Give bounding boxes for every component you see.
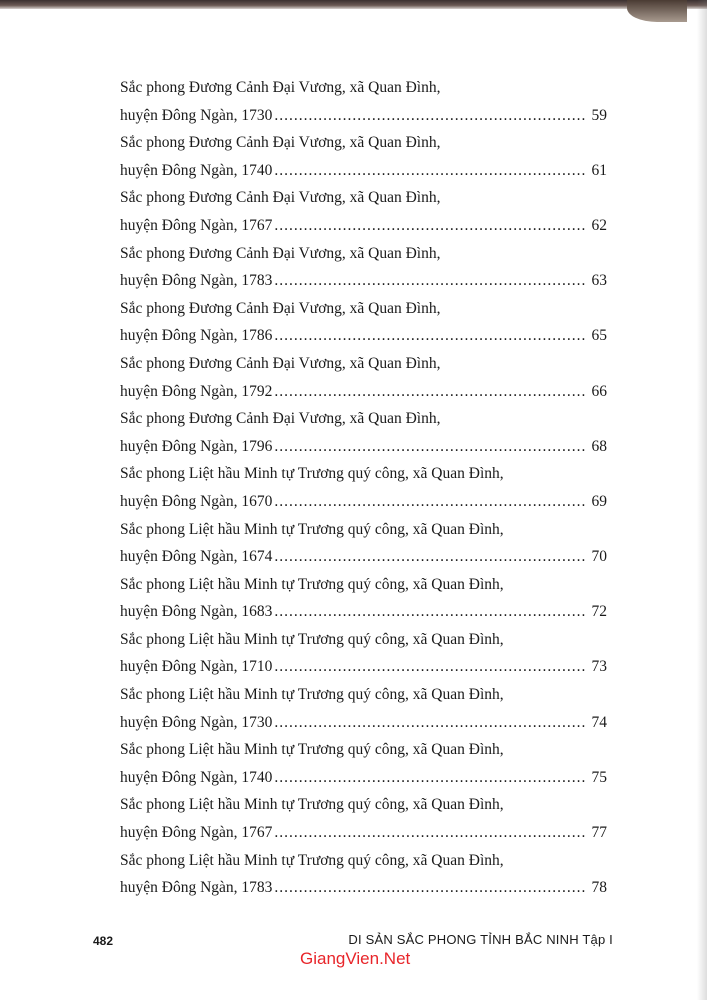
toc-entry-second-line — [120, 819, 607, 847]
toc-entry-title: Sắc phong Đương Cảnh Đại Vương, xã Quan Đình, — [120, 299, 441, 317]
toc-entry — [120, 460, 607, 515]
toc-entry-location-year: huyện Đông Ngàn, 1683 — [120, 603, 273, 621]
footer-page-number: 482 — [93, 934, 114, 948]
toc-entry-second-line — [120, 157, 607, 185]
toc-entry-second-line — [120, 102, 607, 130]
dot-leader — [274, 709, 586, 737]
toc-entry-page-number: 74 — [591, 713, 607, 731]
toc-entry-title: Sắc phong Liệt hầu Minh tự Trương quý công, xã Quan Đình, — [120, 851, 504, 869]
toc-entry — [120, 571, 607, 626]
toc-entry-page-number: 61 — [591, 161, 607, 179]
toc-entry-second-line — [120, 433, 607, 461]
toc-entry-second-line — [120, 267, 607, 295]
toc-entry — [120, 681, 607, 736]
toc-entry-page-number: 70 — [591, 548, 607, 566]
toc-entry-title: Sắc phong Đương Cảnh Đại Vương, xã Quan Đình, — [120, 244, 441, 262]
dot-leader — [274, 433, 586, 461]
toc-entry — [120, 847, 607, 902]
footer-book-title: DI SẢN SẮC PHONG TỈNH BẮC NINH Tập I — [348, 932, 613, 947]
table-of-contents — [120, 74, 607, 902]
toc-entry-location-year: huyện Đông Ngàn, 1783 — [120, 272, 273, 290]
toc-entry-location-year: huyện Đông Ngàn, 1786 — [120, 327, 273, 345]
toc-entry-page-number: 69 — [591, 492, 607, 510]
toc-entry-title: Sắc phong Liệt hầu Minh tự Trương quý công, xã Quan Đình, — [120, 686, 504, 704]
toc-entry-location-year: huyện Đông Ngàn, 1730 — [120, 106, 273, 124]
toc-entry-second-line — [120, 322, 607, 350]
toc-entry-title: Sắc phong Đương Cảnh Đại Vương, xã Quan Đình, — [120, 354, 441, 372]
toc-entry-location-year: huyện Đông Ngàn, 1767 — [120, 216, 273, 234]
toc-entry — [120, 405, 607, 460]
page-binding-shadow — [697, 0, 707, 1000]
toc-entry-location-year: huyện Đông Ngàn, 1670 — [120, 492, 273, 510]
toc-entry-title: Sắc phong Liệt hầu Minh tự Trương quý công, xã Quan Đình, — [120, 741, 504, 759]
dot-leader — [274, 543, 586, 571]
dot-leader — [274, 322, 586, 350]
toc-entry — [120, 736, 607, 791]
toc-entry — [120, 240, 607, 295]
toc-entry-second-line — [120, 874, 607, 902]
toc-entry-second-line — [120, 212, 607, 240]
toc-entry — [120, 74, 607, 129]
toc-entry-location-year: huyện Đông Ngàn, 1710 — [120, 658, 273, 676]
toc-entry-title: Sắc phong Liệt hầu Minh tự Trương quý công, xã Quan Đình, — [120, 630, 504, 648]
toc-entry-title: Sắc phong Đương Cảnh Đại Vương, xã Quan Đình, — [120, 134, 441, 152]
toc-entry — [120, 516, 607, 571]
toc-entry-page-number: 66 — [591, 382, 607, 400]
dot-leader — [274, 212, 586, 240]
dot-leader — [274, 598, 586, 626]
dot-leader — [274, 764, 586, 792]
dot-leader — [274, 653, 586, 681]
toc-entry — [120, 626, 607, 681]
dot-leader — [274, 102, 586, 130]
toc-entry-page-number: 73 — [591, 658, 607, 676]
toc-entry-second-line — [120, 488, 607, 516]
toc-entry — [120, 184, 607, 239]
toc-entry-second-line — [120, 543, 607, 571]
page-corner-tab — [627, 0, 687, 22]
toc-entry-page-number: 62 — [591, 216, 607, 234]
dot-leader — [274, 157, 586, 185]
toc-entry-page-number: 63 — [591, 272, 607, 290]
toc-entry-page-number: 77 — [591, 824, 607, 842]
dot-leader — [274, 819, 586, 847]
toc-entry-title: Sắc phong Đương Cảnh Đại Vương, xã Quan Đình, — [120, 410, 441, 428]
toc-entry-second-line — [120, 598, 607, 626]
watermark-text: GiangVien.Net — [300, 949, 411, 968]
toc-entry — [120, 350, 607, 405]
toc-entry-page-number: 65 — [591, 327, 607, 345]
toc-entry-page-number: 72 — [591, 603, 607, 621]
toc-entry-title: Sắc phong Liệt hầu Minh tự Trương quý công, xã Quan Đình, — [120, 465, 504, 483]
toc-entry-page-number: 59 — [591, 106, 607, 124]
page-top-edge — [0, 0, 707, 9]
toc-entry-location-year: huyện Đông Ngàn, 1730 — [120, 713, 273, 731]
toc-entry — [120, 791, 607, 846]
toc-entry-second-line — [120, 653, 607, 681]
dot-leader — [274, 874, 586, 902]
toc-entry-title: Sắc phong Đương Cảnh Đại Vương, xã Quan Đình, — [120, 79, 441, 96]
dot-leader — [274, 378, 586, 406]
toc-entry-page-number: 78 — [591, 879, 607, 897]
dot-leader — [274, 488, 586, 516]
toc-entry-location-year: huyện Đông Ngàn, 1740 — [120, 161, 273, 179]
toc-entry-page-number: 68 — [591, 437, 607, 455]
toc-entry-location-year: huyện Đông Ngàn, 1740 — [120, 768, 273, 786]
dot-leader — [274, 267, 586, 295]
toc-entry-location-year: huyện Đông Ngàn, 1796 — [120, 437, 273, 455]
toc-entry-second-line — [120, 378, 607, 406]
toc-entry-page-number: 75 — [591, 768, 607, 786]
toc-entry — [120, 295, 607, 350]
toc-entry-location-year: huyện Đông Ngàn, 1792 — [120, 382, 273, 400]
toc-entry-location-year: huyện Đông Ngàn, 1767 — [120, 824, 273, 842]
toc-entry-location-year: huyện Đông Ngàn, 1674 — [120, 548, 273, 566]
toc-entry — [120, 129, 607, 184]
toc-entry-title: Sắc phong Đương Cảnh Đại Vương, xã Quan Đình, — [120, 189, 441, 207]
toc-entry-title: Sắc phong Liệt hầu Minh tự Trương quý công, xã Quan Đình, — [120, 575, 504, 593]
toc-entry-second-line — [120, 709, 607, 737]
toc-entry-title: Sắc phong Liệt hầu Minh tự Trương quý công, xã Quan Đình, — [120, 796, 504, 814]
toc-entry-second-line — [120, 764, 607, 792]
toc-entry-location-year: huyện Đông Ngàn, 1783 — [120, 879, 273, 897]
toc-entry-title: Sắc phong Liệt hầu Minh tự Trương quý công, xã Quan Đình, — [120, 520, 504, 538]
